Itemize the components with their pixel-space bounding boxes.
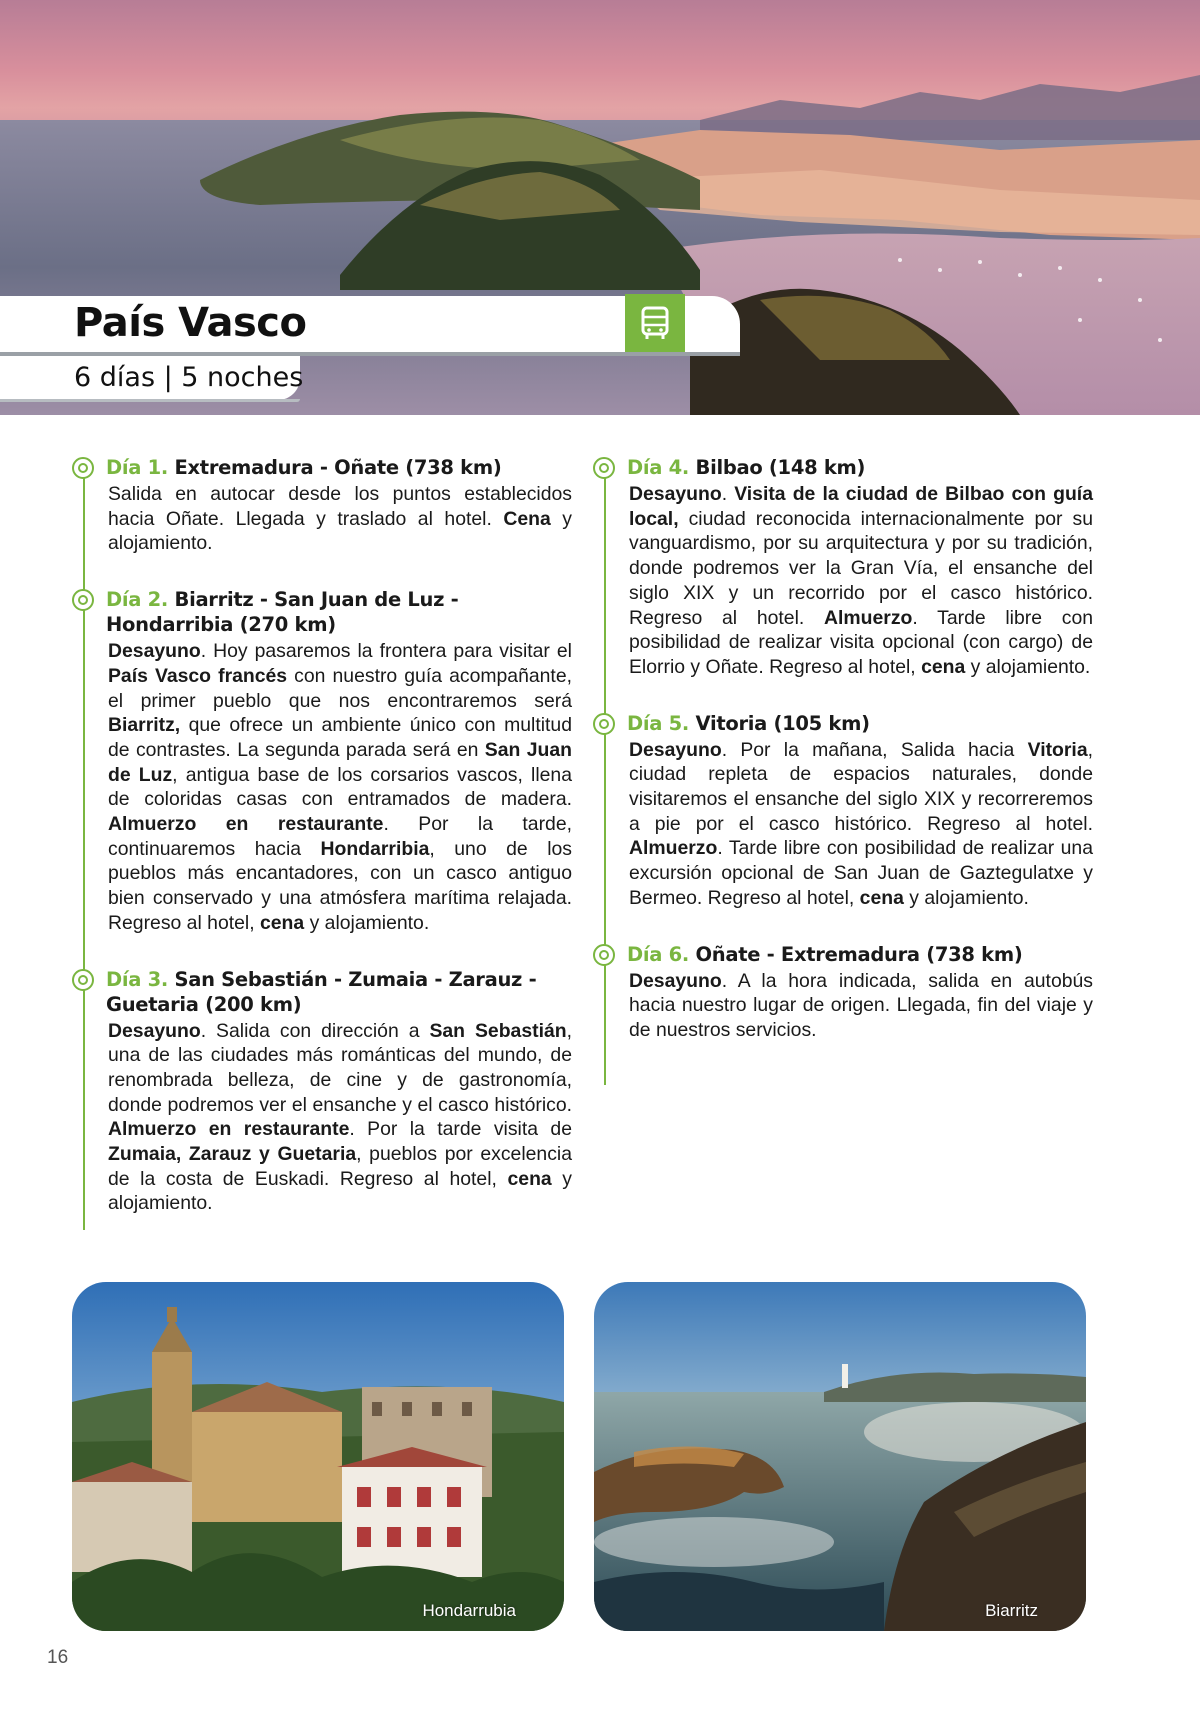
body-text: , uno de los pueblos más encantadores, con un casco antiguo bien conservado y una atmósfera marítima relajada. Regreso al hotel,: [108, 837, 572, 934]
body-text: y alojamiento.: [108, 1167, 572, 1215]
day-number: Día 4.: [627, 456, 689, 479]
highlight-text: cena: [507, 1167, 552, 1190]
body-text: . Tarde libre con posibilidad de realizar visita opcional (con cargo) de Elorrio y Oñate. Regreso al hotel,: [629, 606, 1094, 678]
day-number: Día 2.: [106, 588, 168, 612]
day-description: [627, 482, 1093, 680]
highlight-text: País Vasco francés: [108, 664, 288, 687]
page-number: 16: [47, 1647, 69, 1668]
day-title: Oñate - Extremadura (738 km): [695, 942, 1023, 966]
body-text: .: [721, 483, 735, 505]
day-heading: [106, 587, 572, 637]
highlight-text: Desayuno: [629, 969, 722, 992]
highlight-text: San Juan de Luz: [108, 738, 572, 786]
day-description: [106, 639, 572, 935]
body-text: y alojamiento.: [108, 507, 572, 555]
highlight-text: Cena: [503, 507, 551, 530]
day-description: [106, 1019, 572, 1217]
day-description: [627, 738, 1093, 911]
highlight-text: Desayuno: [629, 483, 722, 505]
day-title: Bilbao (148 km): [695, 456, 866, 479]
highlight-text: Almuerzo en restaurante: [108, 813, 384, 836]
timeline-dot-icon: [593, 457, 615, 479]
photo-hondarribia: [72, 1282, 564, 1631]
day-item: [593, 711, 1093, 911]
body-text: . Salida con dirección a: [200, 1019, 430, 1042]
day-description: [627, 969, 1093, 1043]
itinerary-left-column: [72, 455, 572, 1247]
day-title: Extremadura - Oñate (738 km): [174, 456, 502, 479]
day-heading: [106, 455, 572, 480]
transport-badge: [625, 294, 685, 352]
body-text: y alojamiento.: [903, 886, 1029, 909]
highlight-text: Almuerzo: [824, 606, 913, 629]
timeline-dot-icon: [593, 944, 615, 966]
body-text: . Por la mañana, Salida hacia: [721, 738, 1028, 761]
day-heading: [627, 942, 1093, 967]
highlight-text: Zumaia, Zarauz y Guetaria: [108, 1143, 357, 1166]
body-text: , pueblos por excelencia de la costa de Euskadi. Regreso al hotel,: [108, 1143, 573, 1190]
day-heading: [627, 711, 1093, 736]
itinerary-right-column: [593, 455, 1093, 1074]
page-subtitle: 6 días | 5 noches: [74, 362, 304, 393]
highlight-text: Hondarribia: [320, 837, 430, 860]
day-item: [72, 587, 572, 935]
day-item: [593, 942, 1093, 1043]
day-description: [106, 482, 572, 556]
bus-icon: [635, 303, 675, 343]
town-photo: [72, 1282, 564, 1631]
photo-caption: Biarritz: [985, 1601, 1038, 1620]
timeline-dot-icon: [593, 713, 615, 735]
coast-photo: [594, 1282, 1086, 1631]
day-number: Día 6.: [627, 942, 689, 966]
highlight-text: Desayuno: [108, 1019, 201, 1042]
photo-caption: Hondarrubia: [422, 1601, 516, 1620]
body-text: , antigua base de los corsarios vascos, llena de coloridas casas con entramados de madera.: [108, 763, 572, 811]
highlight-text: Almuerzo: [629, 837, 718, 860]
timeline-dot-icon: [72, 457, 94, 479]
body-text: y alojamiento.: [965, 655, 1091, 678]
day-title: Biarritz - San Juan de Luz - Hondarribia (270 km): [106, 588, 459, 637]
day-number: Día 1.: [106, 456, 168, 479]
photo-biarritz: [594, 1282, 1086, 1631]
day-number: Día 5.: [627, 711, 689, 735]
body-text: . Por la tarde, continuaremos hacia: [108, 813, 573, 860]
highlight-text: Biarritz,: [108, 714, 181, 737]
highlight-text: cena: [921, 655, 966, 678]
highlight-text: San Sebastián: [429, 1019, 567, 1042]
highlight-text: Desayuno: [629, 738, 722, 761]
day-number: Día 3.: [106, 967, 168, 991]
body-text: que ofrece un ambiente único con multitud de contrastes. La segunda parada será en: [108, 714, 572, 761]
day-item: [72, 967, 572, 1217]
page-title: País Vasco: [74, 300, 307, 346]
body-text: . A la hora indicada, salida en autobús hacia nuestro lugar de origen. Llegada, fin del viaje y de nuestros servicios.: [629, 969, 1093, 1041]
day-item: [72, 455, 572, 556]
timeline-dot-icon: [72, 589, 94, 611]
body-text: y alojamiento.: [304, 911, 430, 934]
day-heading: [627, 455, 1093, 480]
day-heading: [106, 967, 572, 1017]
body-text: ciudad reconocida internacionalmente por su vanguardismo, por su arquitectura y por su tradición, donde podremos ver la Gran Vía, el ensanche del siglo XIX y un recorrido por el casco histórico. Regreso al hotel.: [629, 507, 1093, 629]
highlight-text: Almuerzo en restaurante: [108, 1118, 350, 1141]
body-text: Salida en autocar desde los puntos establecidos hacia Oñate. Llegada y traslado al hotel.: [108, 483, 572, 530]
body-text: con nuestro guía acompañante, el primer pueblo que nos encontraremos será: [108, 664, 572, 712]
day-title: Vitoria (105 km): [695, 711, 870, 735]
timeline-dot-icon: [72, 969, 94, 991]
highlight-text: Vitoria: [1027, 738, 1088, 761]
highlight-text: Desayuno: [108, 640, 201, 663]
body-text: , ciudad repleta de espacios naturales, donde visitaremos el ensanche del siglo XIX y recorreremos a pie por el casco histórico. Regreso al hotel.: [629, 738, 1093, 835]
day-item: [593, 455, 1093, 680]
body-text: , una de las ciudades más románticas del mundo, de renombrada belleza, de cine y de gastronomía, donde podremos ver el ensanche y el casco histórico.: [108, 1019, 572, 1116]
highlight-text: cena: [859, 886, 904, 909]
day-title: San Sebastián - Zumaia - Zarauz - Guetaria (200 km): [106, 967, 537, 1016]
highlight-text: Visita de la ciudad de Bilbao con guía local,: [629, 483, 1093, 530]
body-text: . Tarde libre con posibilidad de realizar una excursión opcional de San Juan de Gaztegulatxe y Bermeo. Regreso al hotel,: [629, 837, 1093, 909]
body-text: . Por la tarde visita de: [349, 1118, 572, 1141]
body-text: . Hoy pasaremos la frontera para visitar el: [200, 640, 572, 663]
highlight-text: cena: [259, 911, 305, 934]
